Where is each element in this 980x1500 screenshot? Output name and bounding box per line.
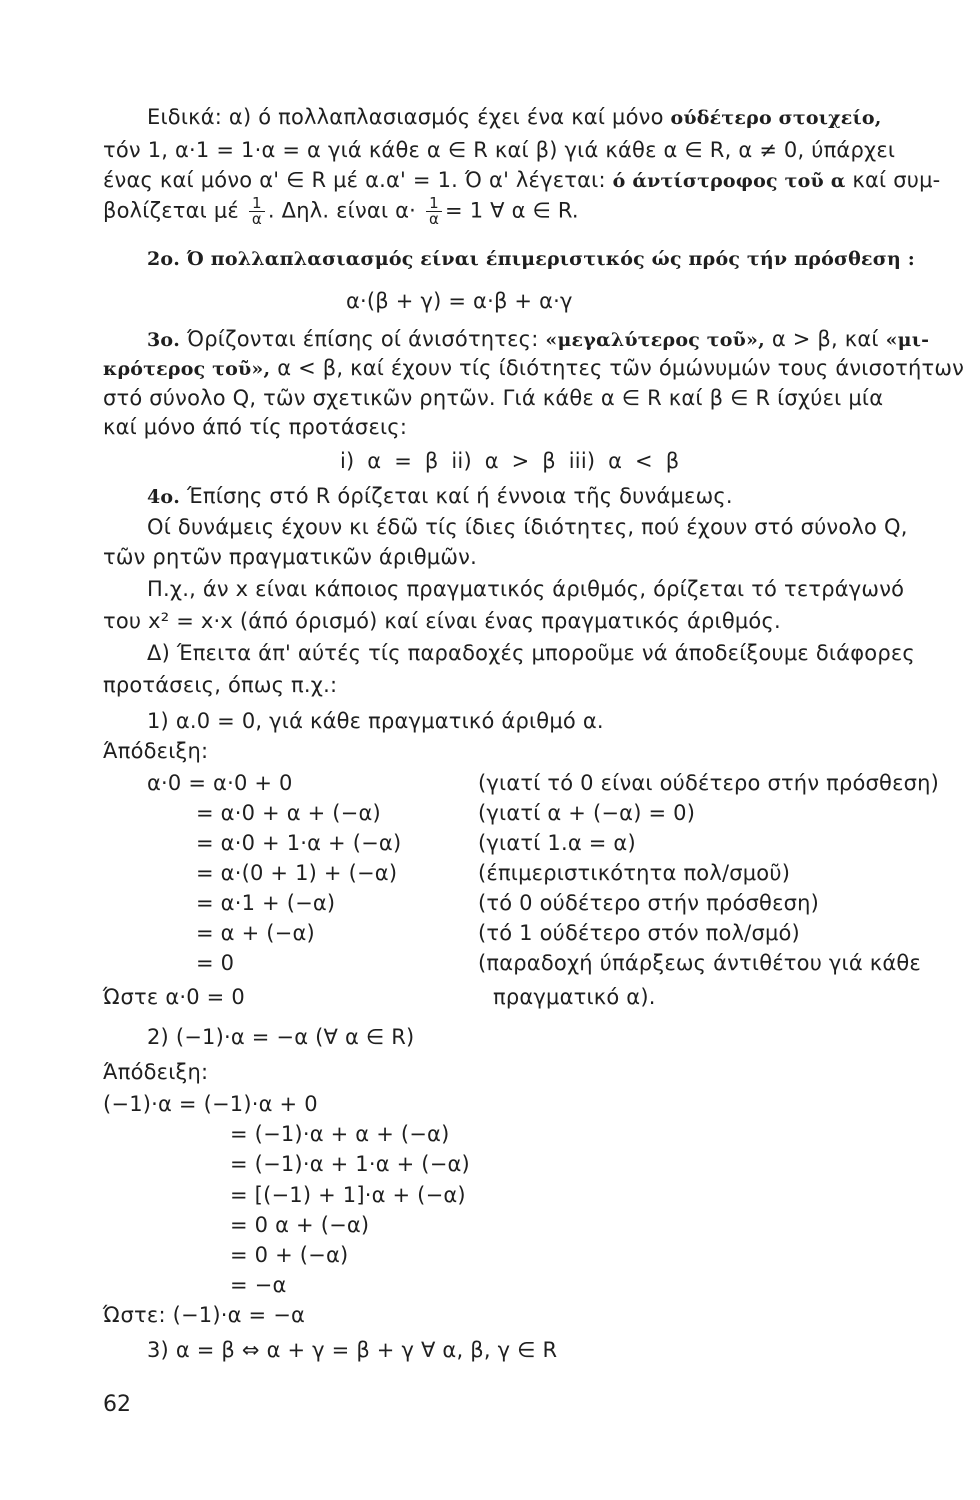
proof-step: = α·(0 + 1) + (−α) bbox=[196, 861, 398, 885]
intro-line-2: τόν 1, α·1 = 1·α = α γιά κάθε α ∈ R καί β) γιά κάθε α ∈ R, α ≠ 0, ύπάρχει bbox=[103, 138, 896, 162]
step-reason: (γιατί 1.α = α) bbox=[478, 831, 636, 855]
step-reason: (γιατί α + (−α) = 0) bbox=[478, 801, 696, 825]
inverse-term: ό άντίστροφος τοῦ α bbox=[612, 170, 846, 192]
intro-text: ένας καί μόνο α' ∈ R μέ α.α' = 1. Ό α' λέγεται: bbox=[103, 168, 613, 192]
prop2-proof-label: Άπόδειξη: bbox=[103, 1060, 209, 1084]
proof-step: = [(−1) + 1]·α + (−α) bbox=[230, 1183, 466, 1207]
item-text: Όρίζονται έπίσης οί άνισότητες: bbox=[180, 327, 546, 351]
prop1-conclusion: Ώστε α·0 = 0 bbox=[103, 985, 245, 1009]
proof-step: = −α bbox=[230, 1273, 287, 1297]
proof-step: = 0 α + (−α) bbox=[230, 1213, 370, 1237]
item4-line-2: Οί δυνάμεις έχουν κι έδῶ τίς ίδιες ίδιότητες, πού έχουν στό σύνολο Q, bbox=[147, 515, 908, 539]
intro-line-3 bbox=[103, 167, 940, 194]
step-reason: (έπιμεριστικότητα πολ/σμοῦ) bbox=[478, 861, 791, 885]
prop3-statement: 3) α = β ⇔ α + γ = β + γ ∀ α, β, γ ∈ R bbox=[147, 1338, 558, 1362]
proof-step: = α·0 + 1·α + (−α) bbox=[196, 831, 402, 855]
item-text: α > β, καί bbox=[764, 327, 886, 351]
fraction-denominator: α bbox=[251, 210, 262, 228]
prop2-statement: 2) (−1)·α = −α (∀ α ∈ R) bbox=[147, 1025, 415, 1049]
intro-line-1 bbox=[147, 104, 882, 131]
intro-text: βολίζεται μέ bbox=[103, 198, 239, 223]
item4-line-3: τῶν ρητῶν πραγματικῶν άριθμῶν. bbox=[103, 545, 477, 569]
item2-formula: α·(β + γ) = α·β + α·γ bbox=[346, 289, 573, 313]
intro-text: Ειδικά: α) ό πολλαπλασιασμός έχει ένα καί μόνο bbox=[147, 105, 671, 129]
item3-propositions: i) α = β ii) α > β iii) α < β bbox=[340, 449, 680, 473]
prop2-conclusion: Ώστε: (−1)·α = −α bbox=[103, 1303, 306, 1327]
intro-text: . Δηλ. είναι α· bbox=[267, 198, 417, 223]
item3-line-3: στό σύνολο Q, τῶν σχετικῶν ρητῶν. Γιά κάθε α ∈ R καί β ∈ R ίσχύει μία bbox=[103, 386, 884, 410]
greater-than-term: «μεγαλύτερος τοῦ», bbox=[545, 329, 765, 351]
step-reason: πραγματικό α). bbox=[493, 985, 656, 1009]
proof-step: (−1)·α = (−1)·α + 0 bbox=[103, 1092, 318, 1116]
fraction-denominator: α bbox=[428, 210, 440, 228]
proof-step: = α·0 + α + (−α) bbox=[196, 801, 381, 825]
prop1-statement: 1) α.0 = 0, γιά κάθε πραγματικό άριθμό α. bbox=[147, 709, 604, 733]
fraction-one-over-alpha bbox=[249, 196, 265, 227]
item-text: Έπίσης στό R όρίζεται καί ή έννοια τῆς δυνάμεως. bbox=[180, 484, 733, 508]
proof-step: = (−1)·α + α + (−α) bbox=[230, 1122, 450, 1146]
item4-line-4: Π.χ., άν x είναι κάποιος πραγματικός άριθμός, όρίζεται τό τετράγωνό bbox=[147, 577, 905, 601]
proof-step: = α·1 + (−α) bbox=[196, 891, 336, 915]
item2-heading: 2ο. Ό πολλαπλασιασμός είναι έπιμεριστικός ώς πρός τήν πρόσθεση : bbox=[147, 248, 916, 270]
proof-step: = α + (−α) bbox=[196, 921, 315, 945]
neutral-element-term: ούδέτερο στοιχείο, bbox=[670, 107, 882, 129]
fraction-numerator: 1 bbox=[249, 196, 265, 212]
item4-line-5: του x² = x·x (άπό όρισμό) καί είναι ένας πραγματικός άριθμός. bbox=[103, 609, 781, 633]
proof-step: = 0 bbox=[196, 951, 235, 975]
step-reason: (γιατί τό 0 είναι ούδέτερο στήν πρόσθεση) bbox=[478, 771, 940, 795]
proof-step: = 0 + (−α) bbox=[230, 1243, 349, 1267]
less-than-term: «μι- bbox=[885, 329, 930, 351]
item4-line-1 bbox=[147, 483, 733, 510]
item3-line-4: καί μόνο άπό τίς προτάσεις: bbox=[103, 415, 408, 439]
item3-line-1 bbox=[147, 326, 929, 353]
item-number: 4ο. bbox=[147, 486, 181, 508]
item-text: α < β, καί έχουν τίς ίδιότητες τῶν όμώνυμών τους άνισοτήτων bbox=[270, 356, 965, 380]
delta-line-2: προτάσεις, όπως π.χ.: bbox=[103, 673, 338, 697]
item-number: 3ο. bbox=[147, 329, 181, 351]
fraction-numerator: 1 bbox=[426, 196, 442, 212]
proof-step: = (−1)·α + 1·α + (−α) bbox=[230, 1152, 470, 1176]
proof-step bbox=[147, 770, 293, 796]
step-reason: (τό 1 ούδέτερο στόν πολ/σμό) bbox=[478, 921, 800, 945]
step-expr: α·0 = α·0 + 0 bbox=[147, 771, 293, 795]
page-number: 62 bbox=[103, 1392, 131, 1417]
intro-text: = 1 ∀ α ∈ R. bbox=[445, 198, 579, 223]
intro-text: καί συμ- bbox=[845, 168, 941, 192]
less-than-term: κρότερος τοῦ», bbox=[103, 358, 271, 380]
item3-line-2 bbox=[103, 355, 964, 382]
fraction-one-over-alpha bbox=[426, 196, 442, 227]
prop1-proof-label: Άπόδειξη: bbox=[103, 739, 209, 763]
intro-line-4 bbox=[103, 196, 579, 227]
step-reason: (παραδοχή ύπάρξεως άντιθέτου γιά κάθε bbox=[478, 951, 921, 975]
delta-line-1: Δ) Έπειτα άπ' αύτές τίς παραδοχές μποροῦμε νά άποδείξουμε διάφορες bbox=[147, 641, 915, 665]
step-reason: (τό 0 ούδέτερο στήν πρόσθεση) bbox=[478, 891, 820, 915]
